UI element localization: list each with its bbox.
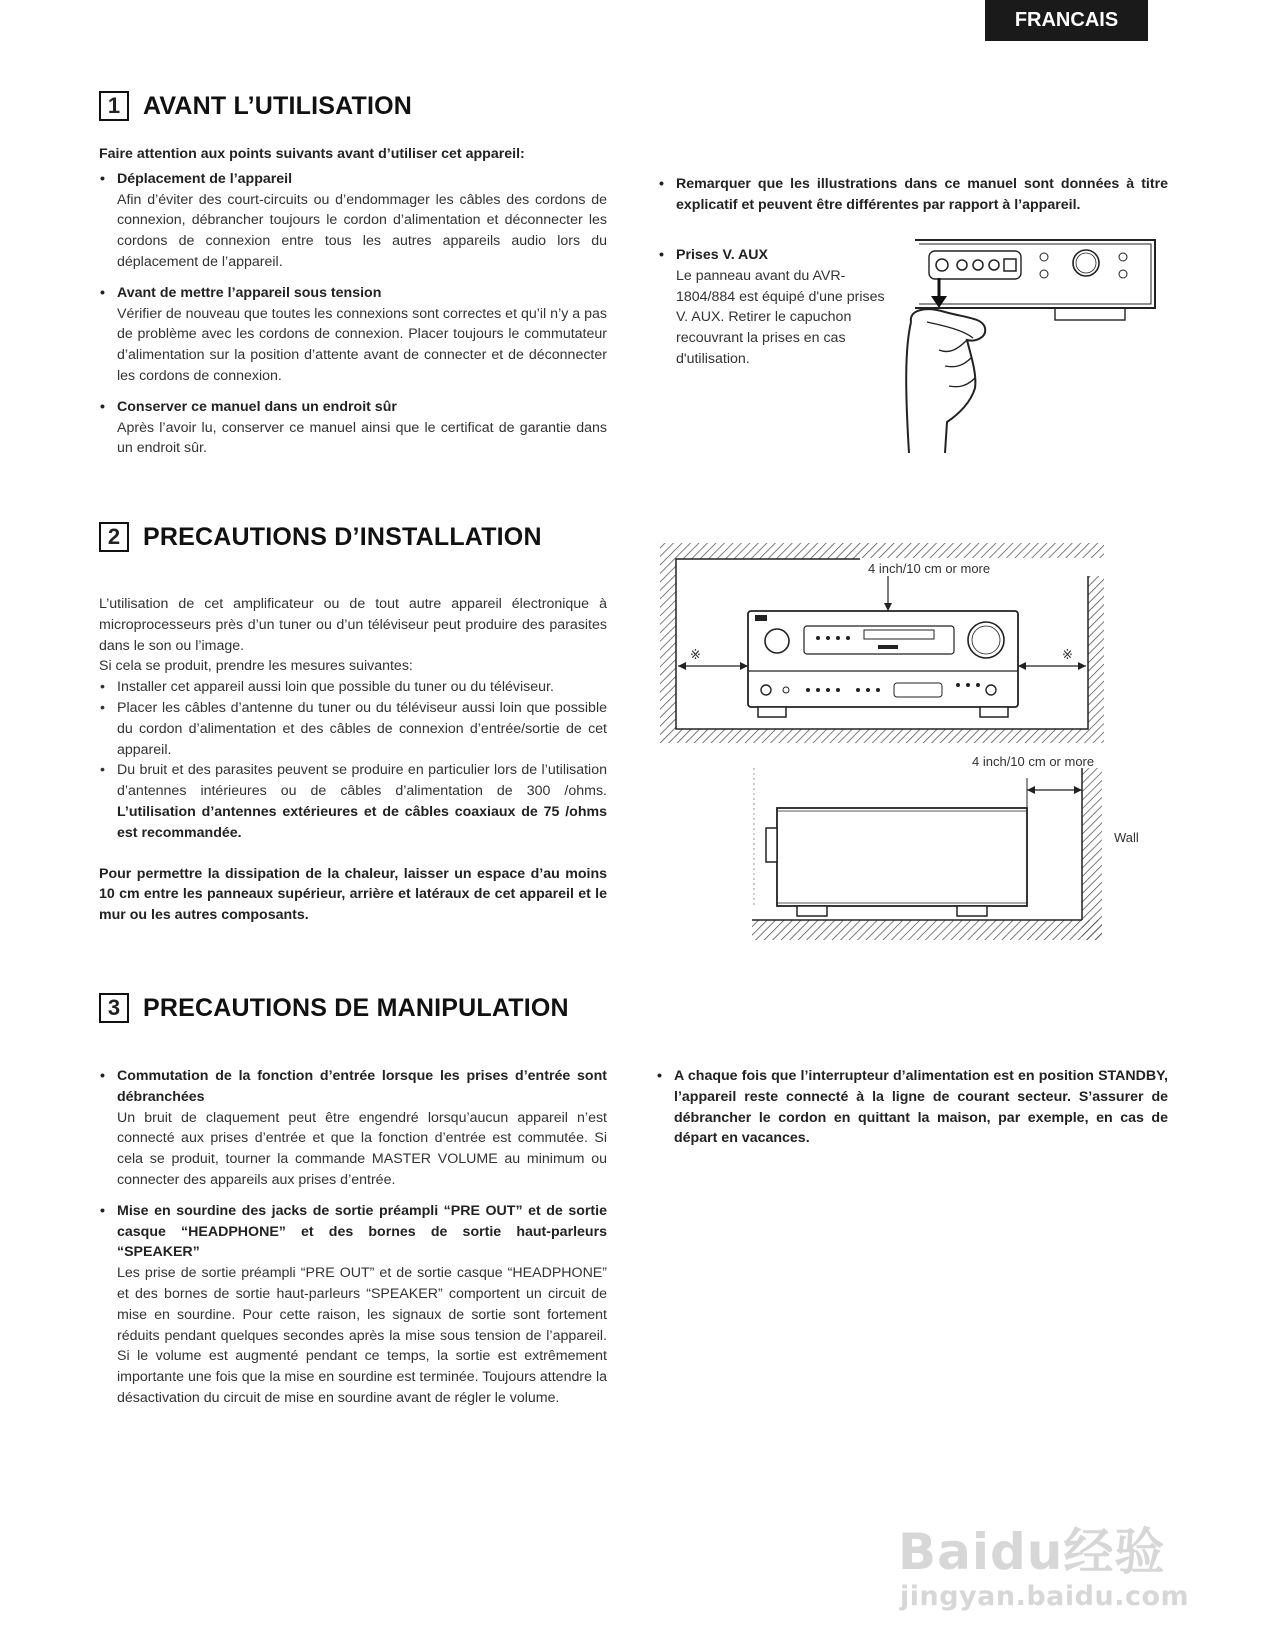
bullet-body: Les prise de sortie préampli “PRE OUT” et de sortie casque “HEADPHONE” et des bornes de sortie haut-parleurs “SPEAKER” comportent un circuit de mise en sourdine. Pour cette raison, les signaux de sortie sont fortement réduits pendant quelques secondes après la mise sous tension de l’appareil. Si le volume est augmenté pendant ce temps, la sortie est extrêmement importante une fois que la mise en sourdine est terminée. Toujours attendre la désactivation du circuit de mise en sourdine avant de régler le volume. (117, 1265, 607, 1406)
section-2-text (99, 594, 607, 926)
section-1-left-column (99, 144, 607, 469)
section-3-right-column (656, 1066, 1168, 1159)
bullet3-text: Du bruit et des parasites peuvent se produire en particulier lors de l’utilisation d’antennes intérieures ou de câbles d’alimentation de 300 /ohms. (117, 762, 607, 800)
installation-intro: L’utilisation de cet amplificateur ou de tout autre appareil électronique à microprocesseurs près d’un tuner ou d’un téléviseur peut produire des parasites dans le son ou l’image. (99, 596, 607, 654)
bullet-body: Un bruit de claquement peut être engendré lorsqu’aucun appareil n’est connecté aux prises d’entrée et que la fonction d’entrée est commutée. Si cela se produit, tourner la commande MASTER VOLUME au minimum ou connecter des appareils aux prises d’entrée. (117, 1109, 607, 1188)
bullet-item (99, 1066, 607, 1191)
bullet-title: • Avant de mettre l’appareil sous tension (117, 284, 382, 301)
vaux-illustration (905, 238, 1160, 453)
bullet-item (99, 283, 607, 387)
section-3-heading (99, 993, 569, 1023)
bullet-title: • Déplacement de l’appareil (117, 170, 293, 187)
vaux-body: Le panneau avant du AVR-1804/884 est équipé d'une prises V. AUX. Retirer le capuchon recouvrant la prises en cas d'utilisation. (676, 267, 885, 367)
vaux-title: • Prises V. AUX (676, 247, 769, 263)
section-1-right-note (658, 174, 1168, 226)
list-item (99, 760, 607, 843)
bullet-title: • Commutation de la fonction d’entrée lorsque les prises d’entrée sont débranchées (117, 1068, 607, 1105)
watermark-url: jingyan.baidu.com (900, 1581, 1190, 1612)
heat-dissipation-note: Pour permettre la dissipation de la chaleur, laisser un espace d’au moins 10 cm entre les panneaux supérieur, arrière et latéraux de cet appareil et le mur ou les autres composants. (99, 865, 607, 924)
clearance-front-diagram (658, 541, 1108, 748)
bullet-body: Après l’avoir lu, conserver ce manuel ainsi que le certificat de garantie dans un endroit sûr. (117, 419, 607, 457)
standby-note: • A chaque fois que l’interrupteur d’alimentation est en position STANDBY, l’appareil reste connecté à la ligne de courant secteur. S’assurer de débrancher le cordon en quittant la maison, par exemple, en cas de départ en vacances. (674, 1068, 1168, 1147)
vaux-block (658, 245, 898, 380)
clearance-side-diagram (752, 748, 1152, 944)
section-1-heading (99, 91, 412, 121)
section-3-number: 3 (99, 993, 129, 1023)
section-1-title: AVANT L’UTILISATION (143, 91, 413, 120)
bullet-item (658, 174, 1168, 216)
bullet-item (99, 1201, 607, 1409)
installation-intro-2: Si cela se produit, prendre les mesures suivantes: (99, 658, 413, 675)
bullet-item (99, 169, 607, 273)
illustration-note: • Remarquer que les illustrations dans ce manuel sont données à titre explicatif et peuvent être différentes par rapport à l’appareil. (676, 176, 1168, 213)
bullet-title: • Mise en sourdine des jacks de sortie préampli “PRE OUT” et de sortie casque “HEADPHONE” et des bornes de sortie haut-parleurs “SPEAKER” (117, 1202, 607, 1261)
section-2-title: PRECAUTIONS D’INSTALLATION (143, 522, 542, 551)
list-item: • Installer cet appareil aussi loin que possible du tuner ou du téléviseur. (99, 677, 607, 698)
bullet-item (99, 397, 607, 459)
section-3-title: PRECAUTIONS DE MANIPULATION (143, 993, 569, 1022)
wall-label: Wall (1114, 830, 1139, 845)
bullet-body: Afin d’éviter des court-circuits ou d’endommager les câbles des cordons de connexion, débrancher toujours le cordon d’alimentation et déconnecter les cordons de connexion entre tous les autres appareils audio lors du déplacement de l’appareil. (117, 191, 607, 270)
bullet-item (656, 1066, 1168, 1149)
bullet3-bold: L’utilisation d’antennes extérieures et de câbles coaxiaux de 75 /ohms est recommandée. (117, 803, 607, 841)
section-2-heading (99, 522, 542, 552)
watermark-logo: Baidu经验 (898, 1523, 1166, 1581)
bullet-title: • Conserver ce manuel dans un endroit sûr (117, 398, 397, 415)
section-1-number: 1 (99, 91, 129, 121)
right-clearance-mark: ※ (1062, 648, 1073, 663)
language-tab: FRANCAIS (985, 0, 1148, 41)
top-clearance-label: 4 inch/10 cm or more (868, 561, 991, 576)
list-item: • Placer les câbles d’antenne du tuner ou du téléviseur aussi loin que possible du cordon d’alimentation et des câbles de connexion d’entrée/sortie de cet appareil. (99, 698, 607, 760)
bullet-item (658, 245, 898, 370)
bullet-body: Vérifier de nouveau que toutes les connexions sont correctes et qu’il n’y a pas de problème avec les cordons de connexion. Placer toujours le commutateur d’alimentation sur la position d’attente avant de connecter et de déconnecter les cordons de connexion. (117, 305, 607, 384)
left-clearance-mark: ※ (690, 648, 701, 663)
section-1-lead: Faire attention aux points suivants avant d’utiliser cet appareil: (99, 146, 525, 162)
side-clearance-label: 4 inch/10 cm or more (972, 754, 1095, 769)
section-3-left-column (99, 1066, 607, 1419)
section-2-number: 2 (99, 522, 129, 552)
